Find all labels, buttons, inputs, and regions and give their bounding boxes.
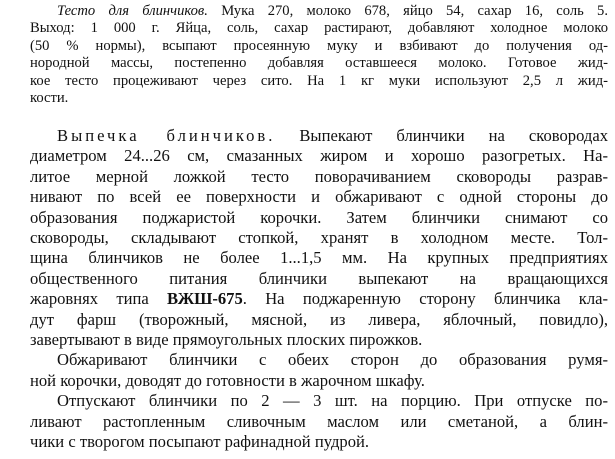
recipe-line: кое тесто процеживают через сито. На 1 кг муки используют 2,5 л жид- <box>30 72 608 89</box>
baking-line: жаровнях типа ВЖШ-675. На поджаренную сторону блинчика кла- <box>30 289 608 309</box>
baking-line: общественного питания блинчики выпекают на вращающихся <box>30 268 608 288</box>
baking-section <box>30 126 608 453</box>
recipe-line: кости. <box>30 90 69 107</box>
recipe-line: Выход: 1 000 г. Яйца, соль, сахар растирают, добавляют холодное молоко <box>30 20 608 37</box>
frying-line: Обжаривают блинчики с обеих сторон до образования румя- <box>57 350 608 370</box>
recipe-line: (50 % нормы), всыпают просеянную муку и взбивают до получения од- <box>30 37 608 54</box>
recipe-title: Тесто для блинчиков. <box>57 3 208 19</box>
baking-heading: Выпечка блинчиков. <box>57 126 276 145</box>
serving-line: чики с творогом посыпают рафинадной пудрой. <box>30 432 370 452</box>
baking-line: щина блинчиков не более 1...1,5 мм. На крупных предприятиях <box>30 248 608 268</box>
recipe-line: нородной массы, постепенно добавляя оставшееся молоко. Готовое жид- <box>30 55 608 72</box>
recipe-line: Тесто для блинчиков. Мука 270, молоко 678, яйцо 54, сахар 16, соль 5. <box>57 3 608 19</box>
baking-line: завертывают в виде прямоугольных плоских пирожков. <box>30 330 423 350</box>
frying-line: ной корочки, доводят до готовности в жарочном шкафу. <box>30 370 425 390</box>
baking-line: Выпечка блинчиков. Выпекают блинчики на сковородах <box>57 126 608 145</box>
serving-line: ливают растопленным сливочным маслом или сметаной, а блин- <box>30 411 608 431</box>
baking-line: образования поджаристой корочки. Затем блинчики снимают со <box>30 207 608 227</box>
baking-line: нивают по всей ее поверхности и обжаривают с одной стороны до <box>30 187 608 207</box>
baking-line: дут фарш (творожный, мясной, из ливера, яблочный, повидло), <box>30 309 608 329</box>
recipe-paragraph <box>30 3 608 107</box>
baking-line: диаметром 24...26 см, смазанных жиром и хорошо разогретых. На- <box>30 146 608 166</box>
serving-line: Отпускают блинчики по 2 — 3 шт. на порцию. При отпуске по- <box>57 391 608 411</box>
baking-line: литое мерной ложкой тесто поворачиванием сковороды разрав- <box>30 166 608 186</box>
baking-line: сковороды, складывают стопкой, хранят в холодном месте. Тол- <box>30 228 608 248</box>
equipment-model: ВЖШ-675 <box>167 289 243 309</box>
